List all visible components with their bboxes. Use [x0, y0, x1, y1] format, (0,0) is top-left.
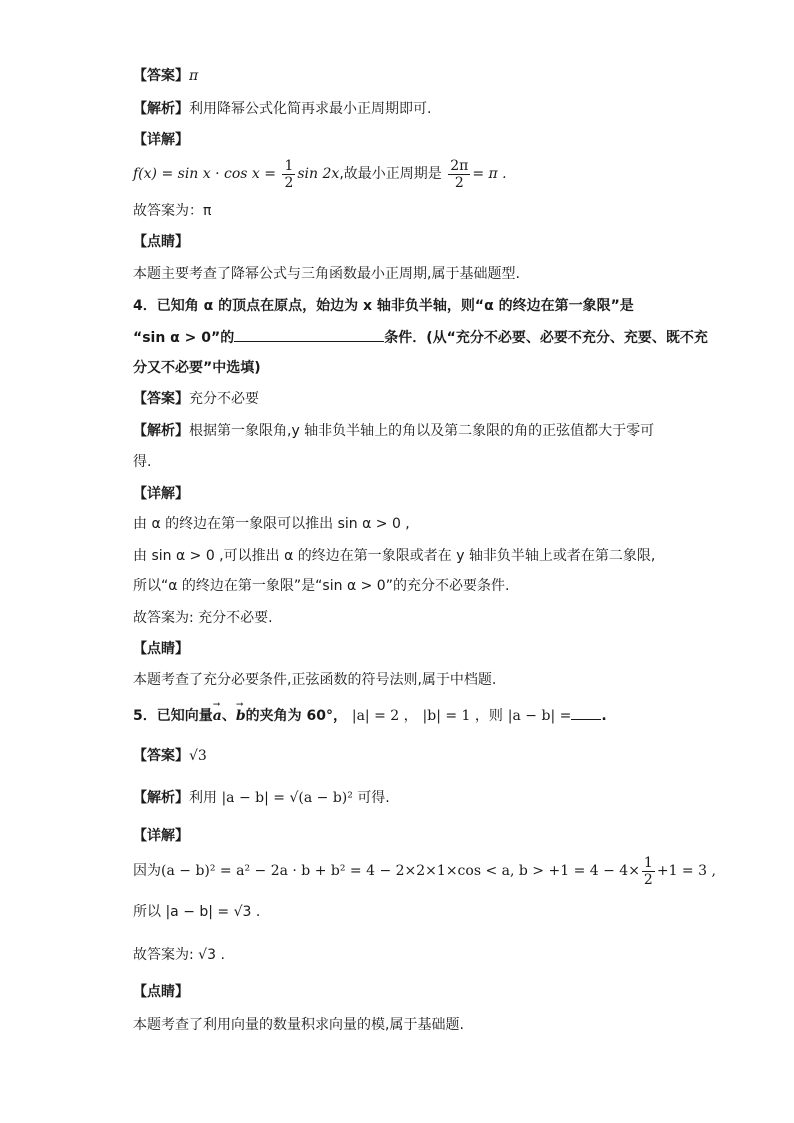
- q4-final: 故答案为: 充分不必要.: [133, 610, 273, 626]
- q5-stem-e: |b| = 1 ，则: [422, 708, 503, 724]
- q5-detail-line2: 所以 |a − b| = √3 .: [133, 904, 261, 920]
- q3-detail-formula: [133, 156, 734, 192]
- q4-answer-line: [133, 389, 734, 409]
- vector-a: → a: [213, 706, 222, 726]
- q4-analysis-text1: 根据第一象限角,y 轴非负半轴上的角以及第二象限的角的正弦值都大于零可: [189, 423, 655, 439]
- q5-analysis-b: 可得.: [357, 790, 390, 806]
- q5-detail-formula: [133, 853, 734, 889]
- q5-analysis-a: 利用: [189, 790, 217, 806]
- q3-frac-half: $\frac{1}{2}$: [284, 157, 294, 191]
- q5-detail-end: +1 = 3 ,: [656, 863, 716, 879]
- q4-stem-line2-b: 条件．(从“充分不必要、必要不充分、充要、既不充: [384, 330, 708, 346]
- q5-comment-text: 本题考查了利用向量的数量积求向量的模,属于基础题.: [133, 1017, 464, 1033]
- q5-detail-expr: (a − b)² = a² − 2a · b + b² = 4 − 2×2×1×cos < a, b > +1 = 4 − 4×: [161, 863, 640, 879]
- q5-comment-tag-line: [133, 982, 734, 1002]
- q3-comment-tag-line: [133, 232, 734, 252]
- q5-detail-tag-line: [133, 826, 734, 846]
- q5-final: 故答案为: √3 .: [133, 947, 225, 963]
- q4-detail-tag-line: [133, 484, 734, 504]
- answer-tag: 【答案】: [133, 391, 189, 407]
- comment-tag: 【点睛】: [133, 641, 189, 657]
- q3-analysis-text: 利用降幂公式化简再求最小正周期即可.: [189, 101, 432, 117]
- q3-analysis-line: [133, 99, 734, 119]
- q4-stem-line3: 分又不必要”中选填): [133, 360, 261, 376]
- q4-detail-line3: 所以“α 的终边在第一象限”是“sin α > 0”的充分不必要条件.: [133, 578, 510, 594]
- q3-formula-mid: sin 2x: [297, 166, 340, 182]
- q5-stem-b: 、: [221, 708, 236, 724]
- answer-tag: 【答案】: [133, 748, 189, 764]
- detail-tag: 【详解】: [133, 132, 189, 148]
- q5-stem-end: .: [601, 708, 607, 724]
- q4-comment-text: 本题考查了充分必要条件,正弦函数的符号法则,属于中档题.: [133, 672, 497, 688]
- q3-frac-period: $\frac{2\pi}{2}$: [450, 157, 469, 191]
- q3-detail-tag-line: [133, 130, 734, 150]
- q4-analysis-line2: 得.: [133, 454, 152, 470]
- q5-answer-line: [133, 746, 734, 766]
- q5-answer-value: √3: [189, 748, 207, 764]
- detail-tag: 【详解】: [133, 828, 189, 844]
- q4-detail-line1: 由 α 的终边在第一象限可以推出 sin α > 0 ,: [133, 516, 410, 532]
- q5-detail-a: 因为: [133, 863, 161, 879]
- q5-stem: [133, 705, 734, 726]
- q3-comment-text: 本题主要考查了降幂公式与三角函数最小正周期,属于基础题型.: [133, 266, 520, 282]
- q5-stem-d: |a| = 2 ，: [351, 708, 418, 724]
- q3-final: 故答案为：π: [133, 203, 212, 219]
- q3-formula-lhs: f(x) = sin x · cos x =: [133, 166, 276, 182]
- q5-stem-a: 5．已知向量: [133, 708, 213, 724]
- q4-stem-line2: [133, 327, 734, 348]
- q5-frac-half: $\frac{1}{2}$: [643, 854, 653, 888]
- q4-stem-line2-a: “sin α > 0”的: [133, 330, 235, 346]
- analysis-tag: 【解析】: [133, 790, 189, 806]
- q5-answer-blank: [571, 705, 601, 720]
- q3-answer-line: [133, 66, 734, 86]
- detail-tag: 【详解】: [133, 486, 189, 502]
- q5-analysis-formula: |a − b| = √(a − b)²: [221, 790, 353, 806]
- q4-answer-blank: [234, 327, 384, 342]
- q3-answer-value: π: [189, 68, 199, 84]
- q3-formula-text: ,故最小正周期是: [339, 166, 442, 182]
- q4-detail-line2: 由 sin α > 0 ,可以推出 α 的终边在第一象限或者在 y 轴非负半轴上或者在第二象限,: [133, 548, 656, 564]
- vector-b: → b: [236, 706, 246, 726]
- answer-tag: 【答案】: [133, 68, 189, 84]
- q3-formula-end: = π .: [472, 166, 507, 182]
- q5-stem-f: |a − b| =: [507, 708, 572, 724]
- analysis-tag: 【解析】: [133, 101, 189, 117]
- q4-comment-tag-line: [133, 639, 734, 659]
- analysis-tag: 【解析】: [133, 423, 189, 439]
- q5-analysis-line: [133, 788, 734, 808]
- comment-tag: 【点睛】: [133, 234, 189, 250]
- q5-stem-c: 的夹角为 60°，: [245, 708, 347, 724]
- q4-stem-line1: 4．已知角 α 的顶点在原点，始边为 x 轴非负半轴，则“α 的终边在第一象限”是: [133, 298, 634, 314]
- q4-analysis-line1: [133, 421, 734, 441]
- q4-answer-value: 充分不必要: [189, 391, 259, 407]
- comment-tag: 【点睛】: [133, 984, 189, 1000]
